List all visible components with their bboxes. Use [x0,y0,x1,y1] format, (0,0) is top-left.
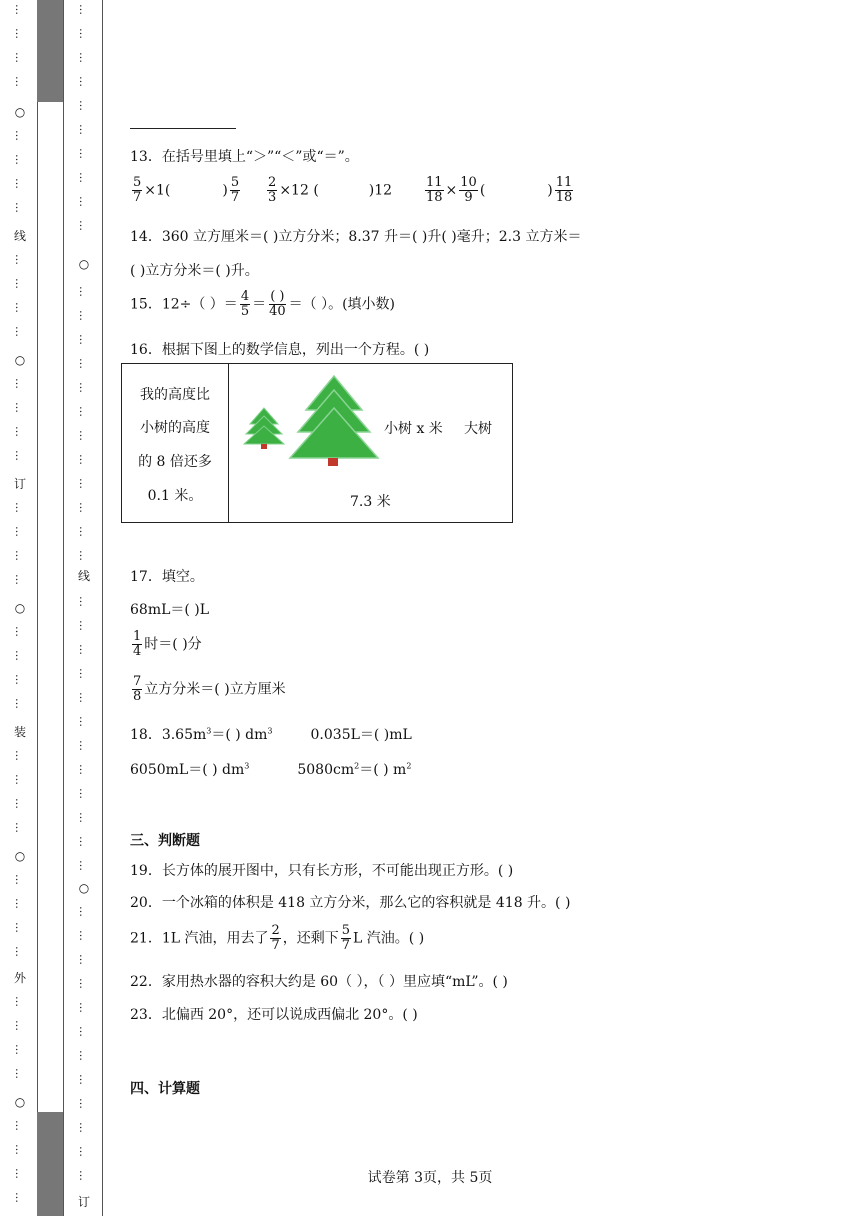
fraction: $\frac{5}{7}$ [230,175,240,205]
binding-dots: … [77,454,90,465]
binding-dots: … [13,574,26,585]
fraction: $\frac{10}{9}$ [460,175,477,205]
binding-gray-bottom [37,1112,63,1216]
binding-dots: … [13,1020,26,1031]
binding-dots: … [77,172,90,183]
binding-dots: … [13,254,26,265]
binding-dots: … [77,860,90,871]
binding-dots: … [77,550,90,561]
outer-xian-mark: 线 [13,229,26,243]
binding-dots: … [13,202,26,213]
binding-dots: … [77,526,90,537]
binding-dots: … [77,382,90,393]
binding-dots: … [77,334,90,345]
binding-dots: … [77,1170,90,1181]
binding-dots: … [13,130,26,141]
outer-zhuang-mark: 装 [13,725,26,739]
top-rule [130,128,236,129]
binding-dots: … [77,1026,90,1037]
fraction: $\frac{7}{8}$ [133,674,142,704]
speech-line: 0.1 米。 [147,488,203,504]
q21: 21．1L 汽油，用去了 $\frac{2}{7}$ ，还剩下 $\frac{5}{7}$ L 汽油。( ) [130,923,425,953]
binding-dots: … [13,922,26,933]
height-label: 7.3 米 [350,494,391,510]
binding-dots: … [77,906,90,917]
binding-dots: … [13,278,26,289]
q18-line2: 6050mL＝( ) $dm^3$ $5080cm^2=$( ) $m^2$ [130,761,412,778]
section-judgement-heading: 三、判断题 [130,833,200,849]
q19: 19．长方体的展开图中，只有长方形，不可能出现正方形。( ) [130,863,514,879]
q13-title: 13．在括号里填上“＞”“＜”或“＝”。 [130,149,359,165]
outer-wai-mark: 外 [13,971,26,985]
q16-speech-cell [122,364,229,522]
binding-dots: … [13,1044,26,1055]
binding-dots: … [13,898,26,909]
binding-dots: … [77,52,90,63]
q17-title: 17．填空。 [130,569,204,585]
binding-dots: … [13,774,26,785]
q16-figure [121,363,513,523]
binding-dots: … [13,698,26,709]
binding-dots: … [13,1168,26,1179]
binding-dots: … [77,954,90,965]
binding-dots: … [13,302,26,313]
binding-dots: … [13,28,26,39]
binding-dots: … [13,946,26,957]
binding-dots: … [77,740,90,751]
q23: 23．北偏西 20°，还可以说成西偏北 20°。( ) [130,1007,418,1023]
binding-dots: … [77,406,90,417]
binding-dots: … [13,450,26,461]
binding-dots: … [13,674,26,685]
binding-dots: … [77,196,90,207]
binding-dots: … [13,502,26,513]
q15-expression: 15．12÷（ ）＝ $\frac{4}{5}$ ＝ $\frac{( )}{40}$ ＝（ ）。(填小数) [130,289,396,319]
fraction: $\frac{( )}{40}$ [269,289,286,319]
binding-dots: … [77,596,90,607]
binding-dots: … [77,1098,90,1109]
small-tree-icon [244,408,284,449]
binding-dots: … [13,52,26,63]
binding-dots: … [77,764,90,775]
outer-circle-mark: ○ [14,849,26,863]
inner-circle-mark: ○ [78,257,90,271]
binding-dots: … [77,430,90,441]
q14-line2: ( )立方分米＝( )升。 [130,263,259,279]
q17-line1: 68mL＝( )L [130,602,210,618]
binding-dots: … [13,1120,26,1131]
outer-circle-mark: ○ [14,105,26,119]
binding-dots: … [77,1074,90,1085]
fraction: $\frac{2}{3}$ [268,175,277,205]
binding-dots: … [77,1146,90,1157]
fraction: $\frac{5}{7}$ [133,175,142,205]
binding-dots: … [13,798,26,809]
big-tree-icon [290,376,378,466]
inner-circle-mark: ○ [78,881,90,895]
inner-ding-mark: 订 [77,1195,90,1209]
binding-dots: … [77,716,90,727]
q17-line2: $\frac{1}{4}$ 时＝( )分 [133,629,202,659]
fraction: $\frac{11}{18}$ [425,175,443,205]
outer-ding-mark: 订 [13,477,26,491]
binding-dots: … [13,1068,26,1079]
binding-dots: … [77,478,90,489]
binding-dots: … [77,502,90,513]
binding-dots: … [13,154,26,165]
fraction: $\frac{1}{4}$ [133,629,142,659]
binding-dots: … [13,996,26,1007]
q13-expressions: $\frac{5}{7}$ ×1( ) $\frac{5}{7}$ $\frac{2}{3}$ ×12 ( )12 $\frac{11}{18}$ × $\frac{10}{9}$ ( ) $\frac{11}{18}$ [133,175,573,205]
binding-dots: … [77,286,90,297]
speech-line: 我的高度比 [140,387,210,403]
binding-dots: … [77,1050,90,1061]
binding-dots: … [77,4,90,15]
binding-dots: … [13,750,26,761]
outer-circle-mark: ○ [14,353,26,367]
speech-line: 小树的高度 [140,420,210,436]
page-footer: 试卷第 3页，共 5页 [367,1170,493,1186]
outer-circle-mark: ○ [14,601,26,615]
binding-dots: … [13,550,26,561]
binding-dots: … [13,402,26,413]
binding-dots: … [13,1192,26,1203]
binding-dots: … [13,76,26,87]
binding-dots: … [77,100,90,111]
binding-dots: … [13,178,26,189]
binding-dots: … [77,812,90,823]
q22: 22．家用热水器的容积大约是 60（ ），（ ）里应填“mL”。( ) [130,974,508,990]
big-tree-label: 大树 [464,421,492,437]
binding-dots: … [13,822,26,833]
binding-dots: … [13,1144,26,1155]
fraction: $\frac{5}{7}$ [341,923,351,953]
binding-dots: … [77,358,90,369]
inner-xian-mark: 线 [77,569,90,583]
fraction: $\frac{11}{18}$ [555,175,573,205]
binding-dots: … [77,620,90,631]
section-calculation-heading: 四、计算题 [130,1081,200,1097]
binding-dots: … [77,668,90,679]
binding-dots: … [13,526,26,537]
binding-dots: … [77,28,90,39]
binding-dots: … [77,220,90,231]
binding-dots: … [77,930,90,941]
binding-dots: … [77,978,90,989]
binding-dots: … [77,644,90,655]
binding-dots: … [77,788,90,799]
binding-dots: … [77,148,90,159]
q17-line3: $\frac{7}{8}$ 立方分米＝( )立方厘米 [133,674,286,704]
binding-dots: … [13,326,26,337]
binding-gray-top [37,0,63,102]
fraction: $\frac{4}{5}$ [240,289,250,319]
q18-line1: 18．$3.65m^3=$( ) $dm^3$ 0.035L＝( )mL [130,726,412,743]
trees-illustration [242,374,382,474]
binding-dots: … [13,650,26,661]
q16-title: 16．根据下图上的数学信息，列出一个方程。( ) [130,342,430,358]
fraction: $\frac{2}{7}$ [271,923,280,953]
binding-dots: … [77,124,90,135]
binding-dots: … [77,1002,90,1013]
binding-dots: … [77,310,90,321]
q20: 20．一个冰箱的体积是 418 立方分米，那么它的容积就是 418 升。( ) [130,895,571,911]
binding-dots: … [77,692,90,703]
outer-circle-mark: ○ [14,1095,26,1109]
speech-line: 的 8 倍还多 [138,454,212,470]
binding-dots: … [77,1122,90,1133]
q14-line1: 14．360 立方厘米＝( )立方分米；8.37 升＝( )升( )毫升；2.3 立方米＝ [130,229,582,245]
binding-dots: … [77,836,90,847]
binding-dots: … [13,4,26,15]
binding-dots: … [13,378,26,389]
small-tree-label: 小树 x 米 [384,421,443,437]
binding-dots: … [13,426,26,437]
binding-dots: … [13,874,26,885]
binding-dots: … [13,626,26,637]
binding-dots: … [77,76,90,87]
